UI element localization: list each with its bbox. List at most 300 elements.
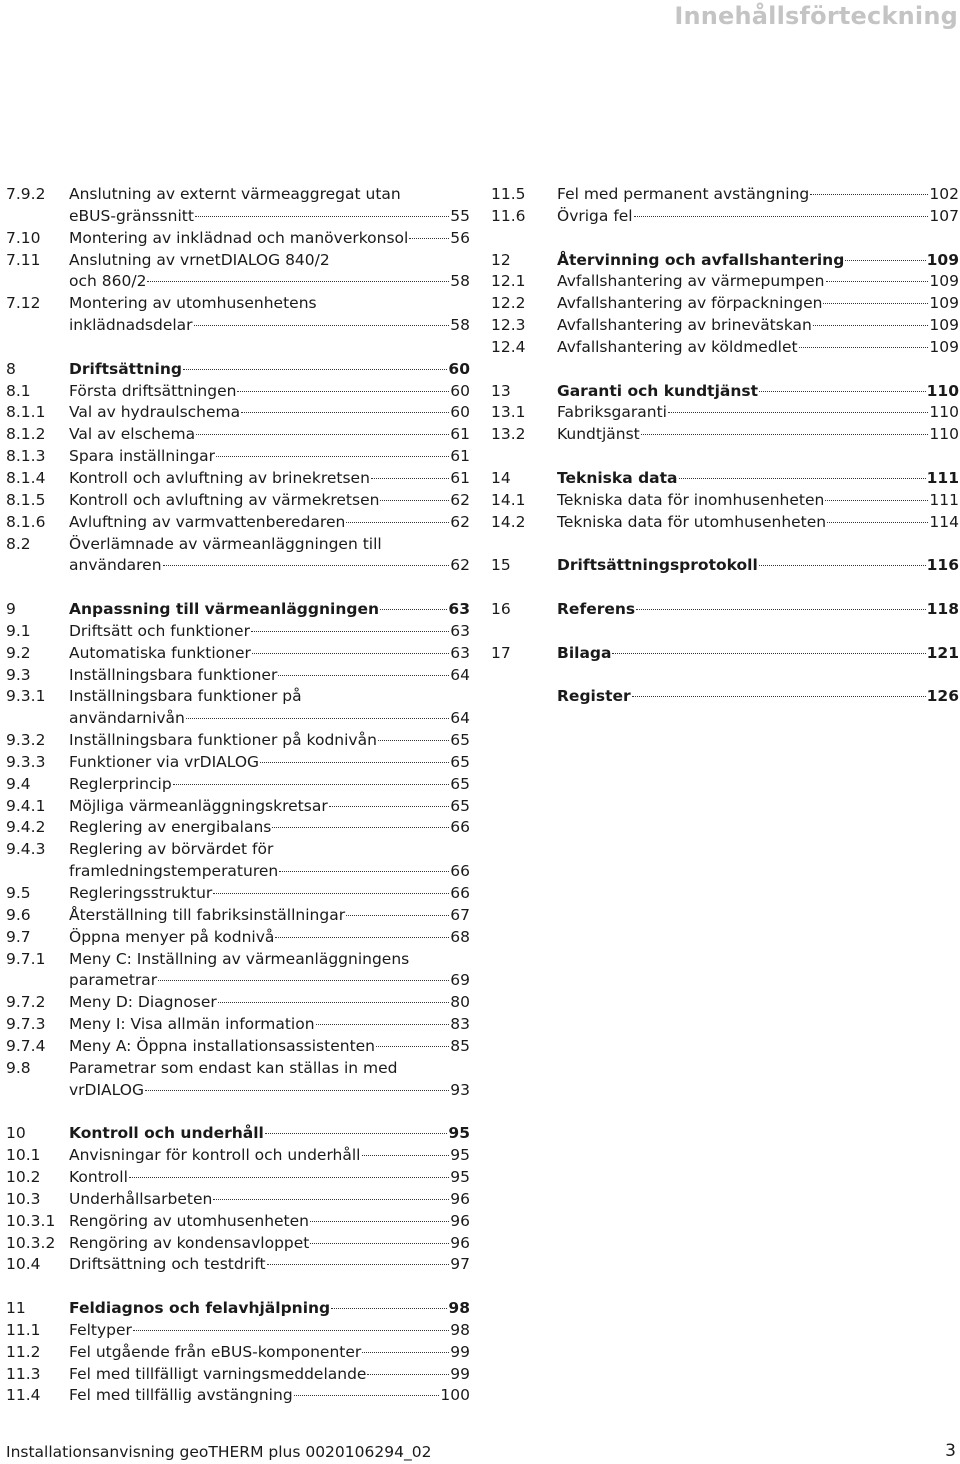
toc-entry-title — [69, 905, 470, 927]
toc-entry[interactable] — [6, 1058, 470, 1102]
toc-entry-title — [557, 206, 959, 228]
dot-leader — [186, 718, 449, 719]
toc-entry[interactable] — [491, 490, 959, 512]
toc-entry-number: 11.1 — [6, 1320, 41, 1339]
toc-entry-page-number: 80 — [450, 993, 470, 1012]
toc-entry-page-number: 111 — [929, 490, 959, 509]
dot-leader — [310, 1221, 449, 1222]
toc-section-heading[interactable] — [6, 1298, 470, 1320]
toc-entry-page-number: 60 — [450, 403, 470, 422]
dot-leader — [668, 412, 928, 413]
dot-leader — [147, 281, 449, 282]
section-spacer — [6, 337, 470, 359]
toc-entry-leader-line — [69, 1254, 470, 1276]
dot-leader — [279, 871, 449, 872]
dot-leader — [823, 303, 928, 304]
toc-entry[interactable] — [6, 468, 470, 490]
toc-entry-title — [69, 686, 470, 730]
toc-entry-title-line: Anslutning av externt värmeaggregat utan — [69, 185, 401, 203]
toc-entry-label: Driftsättning — [69, 359, 182, 378]
toc-entry-label: Reglerprincip — [69, 774, 172, 793]
toc-entry[interactable] — [6, 402, 470, 424]
toc-entry-title — [69, 927, 470, 949]
toc-entry-title — [69, 621, 470, 643]
toc-entry-label: Meny A: Öppna installationsassistenten — [69, 1036, 376, 1055]
toc-entry[interactable] — [6, 927, 470, 949]
toc-entry-title — [69, 359, 470, 381]
toc-entry[interactable] — [6, 730, 470, 752]
toc-entry-title — [69, 512, 470, 534]
toc-entry-page-number: 114 — [929, 512, 959, 531]
toc-entry-number: 11 — [6, 1299, 26, 1318]
toc-entry-title — [69, 817, 470, 839]
toc-entry-title — [69, 402, 470, 424]
toc-entry-title — [69, 1342, 470, 1364]
toc-entry[interactable] — [6, 250, 470, 294]
toc-entry-label: Kontroll och underhåll — [69, 1124, 264, 1143]
toc-entry[interactable] — [491, 206, 959, 228]
toc-entry[interactable] — [6, 446, 470, 468]
toc-entry-leader-line — [557, 402, 959, 424]
toc-entry[interactable] — [6, 534, 470, 578]
toc-entry[interactable] — [6, 643, 470, 665]
toc-entry-label: Anvisningar för kontroll och underhåll — [69, 1146, 361, 1165]
toc-entry-title — [69, 1189, 470, 1211]
toc-entry-leader-line — [69, 599, 470, 621]
dot-leader — [371, 478, 449, 479]
toc-entry-label: Register — [557, 687, 631, 706]
toc-section-heading[interactable] — [491, 381, 959, 403]
toc-entry-page-number: 109 — [929, 294, 959, 313]
dot-leader — [759, 565, 926, 566]
dot-leader — [362, 1155, 450, 1156]
toc-entry-label: Regleringsstruktur — [69, 884, 213, 902]
toc-entry-title — [557, 555, 959, 577]
toc-entry-label: Reglering av energibalans — [69, 818, 272, 837]
toc-entry-page-number: 66 — [450, 818, 470, 837]
section-spacer — [491, 577, 959, 599]
toc-entry-title — [69, 250, 470, 294]
toc-entry-number: 7.9.2 — [6, 185, 46, 203]
toc-entry-page-number: 111 — [926, 468, 959, 487]
toc-entry[interactable] — [6, 752, 470, 774]
toc-entry-leader-line — [69, 927, 470, 949]
toc-entry[interactable] — [6, 665, 470, 687]
toc-entry[interactable] — [6, 293, 470, 337]
toc-entry-label: Feltyper — [69, 1320, 132, 1339]
toc-entry-leader-line — [69, 1167, 470, 1189]
toc-entry-leader-line — [69, 1320, 470, 1342]
toc-section-heading[interactable] — [491, 643, 959, 665]
toc-entry[interactable] — [491, 512, 959, 534]
toc-entry-number: 9.7.1 — [6, 949, 46, 968]
dot-leader — [251, 631, 449, 632]
toc-entry-label: Avluftning av varmvattenberedaren — [69, 512, 346, 531]
toc-entry[interactable] — [491, 315, 959, 337]
dot-leader — [272, 827, 449, 828]
toc-entry[interactable] — [6, 1189, 470, 1211]
toc-entry[interactable] — [6, 621, 470, 643]
dot-leader — [409, 238, 449, 239]
dot-leader — [331, 1308, 447, 1309]
toc-entry-title — [69, 1145, 470, 1167]
toc-entry-number: 8.1.3 — [6, 447, 46, 466]
toc-entry-page-number: 116 — [926, 556, 959, 575]
toc-entry-label: Driftsättningsprotokoll — [557, 556, 758, 575]
toc-entry-label: Spara inställningar — [69, 447, 216, 466]
toc-entry-label: Kontroll och avluftning av brinekretsen — [69, 468, 370, 487]
toc-entry[interactable] — [491, 184, 959, 206]
toc-entry[interactable] — [6, 905, 470, 927]
toc-entry-number: 8.1.2 — [6, 425, 46, 444]
toc-entry-label: Fabriksgaranti — [557, 403, 667, 422]
dot-leader — [367, 1374, 449, 1375]
section-spacer — [491, 359, 959, 381]
toc-entry-number: 13.1 — [491, 403, 526, 422]
toc-section-heading[interactable] — [491, 599, 959, 621]
toc-section-heading[interactable] — [6, 599, 470, 621]
toc-entry-number: 8.1.4 — [6, 468, 46, 487]
section-spacer — [6, 1276, 470, 1298]
toc-entry-title — [69, 1320, 470, 1342]
section-spacer — [491, 534, 959, 556]
toc-entry-number: 12.3 — [491, 316, 526, 335]
toc-entry-title-line: Parametrar som endast kan ställas in med — [69, 1058, 398, 1077]
toc-entry-leader-line — [69, 817, 470, 839]
toc-entry-label: användaren — [69, 556, 162, 575]
toc-entry-page-number: 65 — [450, 752, 470, 771]
toc-entry-page-number: 95 — [448, 1124, 470, 1143]
toc-entry-title-line: Överlämnade av värmeanläggningen till — [69, 534, 382, 553]
section-spacer — [491, 621, 959, 643]
toc-section-heading[interactable] — [6, 1123, 470, 1145]
toc-entry[interactable] — [6, 1320, 470, 1342]
toc-entry[interactable] — [6, 1167, 470, 1189]
toc-entry-label: Fel med tillfälligt varningsmeddelande — [69, 1364, 367, 1383]
toc-entry-title — [557, 250, 959, 272]
toc-entry-number: 13.2 — [491, 425, 526, 444]
toc-entry[interactable] — [6, 381, 470, 403]
toc-entry[interactable] — [6, 1145, 470, 1167]
dot-leader — [376, 1046, 449, 1047]
toc-entry-label: inklädnadsdelar — [69, 316, 193, 335]
toc-entry-page-number: 110 — [929, 425, 959, 444]
toc-entry-label: Kontroll och avluftning av värmekretsen — [69, 490, 380, 509]
toc-entry-page-number: 63 — [450, 643, 470, 662]
toc-entry-number: 9.6 — [6, 905, 31, 924]
toc-entry-label: Anpassning till värmeanläggningen — [69, 600, 380, 619]
toc-entry-label: Tekniska data för utomhusenheten — [557, 512, 827, 531]
toc-entry-page-number: 118 — [926, 600, 959, 619]
toc-entry-title — [69, 1123, 470, 1145]
toc-entry-leader-line — [557, 250, 959, 272]
toc-entry[interactable] — [6, 1233, 470, 1255]
toc-entry-page-number: 102 — [929, 185, 959, 203]
dot-leader — [827, 522, 928, 523]
toc-entry-leader-line — [557, 468, 959, 490]
toc-entry-number: 9.3.2 — [6, 731, 46, 750]
toc-entry-label: Fel med tillfällig avstängning — [69, 1386, 293, 1405]
toc-entry-number: 10 — [6, 1124, 26, 1143]
toc-entry-page-number: 60 — [448, 359, 470, 378]
toc-entry-label: Kundtjänst — [557, 425, 640, 444]
toc-entry-number: 11.4 — [6, 1386, 41, 1405]
toc-entry-number: 11.5 — [491, 185, 526, 203]
dot-leader — [641, 434, 929, 435]
toc-entry-leader-line — [69, 621, 470, 643]
toc-entry-title — [557, 490, 959, 512]
toc-entry-number: 10.4 — [6, 1255, 41, 1274]
toc-entry[interactable] — [491, 293, 959, 315]
page-header-title: Innehållsförteckning — [674, 2, 958, 30]
dot-leader — [380, 500, 449, 501]
toc-entry[interactable] — [491, 424, 959, 446]
toc-entry-leader-line — [557, 555, 959, 577]
toc-entry-number: 13 — [491, 381, 511, 400]
toc-entry-number: 12.1 — [491, 272, 526, 291]
toc-entry-title — [69, 1298, 470, 1320]
toc-entry-page-number: 61 — [450, 447, 470, 466]
toc-entry[interactable] — [6, 1364, 470, 1386]
toc-entry[interactable] — [6, 1211, 470, 1233]
toc-entry-number: 14.1 — [491, 490, 526, 509]
toc-entry-label: Övriga fel — [557, 206, 633, 225]
toc-entry-label: Meny D: Diagnoser — [69, 993, 217, 1012]
toc-entry-label: Återställning till fabriksinställningar — [69, 905, 346, 924]
dot-leader — [310, 1243, 449, 1244]
toc-entry-label: Garanti och kundtjänst — [557, 381, 759, 400]
toc-entry-label: Rengöring av kondensavloppet — [69, 1233, 310, 1252]
toc-entry-leader-line — [69, 1385, 470, 1407]
toc-entry-leader-line — [69, 490, 470, 512]
dot-leader — [329, 806, 450, 807]
dot-leader — [163, 565, 450, 566]
dot-leader — [378, 740, 449, 741]
toc-entry-leader-line — [69, 555, 470, 577]
toc-entry-page-number: 93 — [450, 1080, 470, 1099]
toc-entry[interactable] — [6, 817, 470, 839]
toc-entry-leader-line — [69, 1298, 470, 1320]
toc-entry-leader-line — [557, 315, 959, 337]
toc-section-heading[interactable] — [491, 686, 959, 708]
toc-entry-page-number: 64 — [450, 665, 470, 684]
toc-entry-page-number: 66 — [450, 884, 470, 902]
toc-entry-page-number: 109 — [926, 250, 959, 269]
toc-entry-title — [69, 381, 470, 403]
toc-entry-page-number: 65 — [450, 731, 470, 750]
toc-entry-leader-line — [69, 643, 470, 665]
dot-leader — [679, 478, 926, 479]
toc-entry-title — [557, 184, 959, 206]
dot-leader — [294, 1395, 440, 1396]
dot-leader — [194, 325, 450, 326]
toc-entry-leader-line — [69, 665, 470, 687]
toc-entry-label: Avfallshantering av värmepumpen — [557, 272, 825, 291]
dot-leader — [133, 1330, 449, 1331]
toc-entry-title — [69, 1167, 470, 1189]
dot-leader — [346, 915, 449, 916]
toc-entry-number: 9.3 — [6, 665, 31, 684]
toc-entry[interactable] — [6, 796, 470, 818]
toc-entry-label: vrDIALOG — [69, 1080, 144, 1099]
toc-entry-page-number: 98 — [450, 1320, 470, 1339]
toc-section-heading[interactable] — [491, 555, 959, 577]
toc-entry-leader-line — [69, 468, 470, 490]
toc-entry[interactable] — [6, 1036, 470, 1058]
toc-entry-number: 9.3.3 — [6, 752, 46, 771]
dot-leader — [213, 1199, 449, 1200]
toc-entry-number: 16 — [491, 600, 511, 619]
toc-entry-page-number: 96 — [450, 1189, 470, 1208]
toc-entry-title — [69, 883, 470, 905]
toc-entry-page-number: 109 — [929, 337, 959, 356]
dot-leader — [216, 456, 449, 457]
toc-entry-number: 9.3.1 — [6, 687, 46, 706]
toc-entry-title — [69, 1364, 470, 1386]
toc-entry[interactable] — [6, 992, 470, 1014]
toc-entry-label: Återvinning och avfallshantering — [557, 250, 845, 269]
toc-entry-page-number: 62 — [450, 490, 470, 509]
toc-entry-leader-line — [69, 381, 470, 403]
toc-entry[interactable] — [6, 1342, 470, 1364]
toc-entry-page-number: 121 — [926, 643, 959, 662]
dot-leader — [267, 1264, 450, 1265]
dot-leader — [195, 216, 449, 217]
toc-entry[interactable] — [6, 490, 470, 512]
toc-entry-label: Första driftsättningen — [69, 381, 237, 400]
toc-entry-label: Avfallshantering av köldmedlet — [557, 337, 798, 356]
toc-entry-page-number: 110 — [926, 381, 959, 400]
toc-entry-number: 9.1 — [6, 621, 31, 640]
toc-entry-leader-line — [69, 861, 470, 883]
toc-entry-page-number: 98 — [448, 1299, 470, 1318]
toc-entry[interactable] — [6, 228, 470, 250]
toc-entry-leader-line — [69, 730, 470, 752]
dot-leader — [612, 653, 925, 654]
toc-entry-label: Avfallshantering av brinevätskan — [557, 316, 812, 335]
toc-entry-label: Inställningsbara funktioner — [69, 665, 278, 684]
toc-entry-label: eBUS-gränssnitt — [69, 206, 194, 225]
toc-entry[interactable] — [491, 337, 959, 359]
toc-entry-title-line: Anslutning av vrnetDIALOG 840/2 — [69, 250, 330, 269]
toc-entry-label: Funktioner via vrDIALOG — [69, 752, 260, 771]
toc-entry-page-number: 66 — [450, 862, 470, 881]
dot-leader — [362, 1352, 449, 1353]
toc-entry-title — [557, 271, 959, 293]
toc-entry-number: 14.2 — [491, 512, 526, 531]
toc-entry-number: 8.1.5 — [6, 490, 46, 509]
toc-entry-label: Inställningsbara funktioner på kodnivån — [69, 731, 377, 750]
toc-entry[interactable] — [6, 949, 470, 993]
toc-entry-label: Montering av inklädnad och manöverkonsol — [69, 228, 409, 247]
toc-entry-number: 8.1.6 — [6, 512, 46, 531]
toc-entry[interactable] — [491, 271, 959, 293]
toc-entry-number: 9.7.3 — [6, 1015, 46, 1034]
toc-entry-title — [69, 1233, 470, 1255]
toc-entry-page-number: 126 — [926, 687, 959, 706]
toc-entry-leader-line — [69, 1189, 470, 1211]
toc-entry-leader-line — [69, 1342, 470, 1364]
toc-entry-label: och 860/2 — [69, 272, 147, 291]
toc-entry[interactable] — [6, 1254, 470, 1276]
dot-leader — [173, 784, 450, 785]
toc-entry-title — [69, 293, 470, 337]
dot-leader — [275, 937, 449, 938]
toc-entry-page-number: 61 — [450, 468, 470, 487]
toc-entry-title — [69, 468, 470, 490]
dot-leader — [196, 434, 449, 435]
toc-section-heading[interactable] — [491, 468, 959, 490]
toc-entry-leader-line — [69, 512, 470, 534]
toc-entry[interactable] — [6, 512, 470, 534]
toc-entry-title — [69, 1014, 470, 1036]
toc-entry[interactable] — [6, 184, 470, 228]
toc-entry-leader-line — [69, 883, 470, 905]
toc-entry-title — [69, 490, 470, 512]
toc-entry-number: 14 — [491, 468, 511, 487]
toc-entry-number: 9.4.2 — [6, 818, 46, 837]
toc-entry-title — [69, 228, 470, 250]
dot-leader — [634, 216, 929, 217]
toc-entry-title — [69, 992, 470, 1014]
dot-leader — [759, 391, 926, 392]
toc-entry[interactable] — [6, 686, 470, 730]
toc-entry-title — [69, 1385, 470, 1407]
toc-entry-title — [557, 337, 959, 359]
toc-entry-leader-line — [557, 424, 959, 446]
toc-entry-title-line: Meny C: Inställning av värmeanläggningens — [69, 949, 410, 968]
toc-section-heading[interactable] — [491, 250, 959, 272]
toc-entry-label: Tekniska data för inomhusenheten — [557, 490, 825, 509]
toc-entry-label: Bilaga — [557, 643, 612, 662]
toc-entry-label: Referens — [557, 600, 636, 619]
toc-entry-leader-line — [69, 905, 470, 927]
dot-leader — [241, 412, 449, 413]
toc-entry-number: 8 — [6, 359, 16, 378]
toc-entry[interactable] — [6, 1385, 470, 1407]
toc-entry-page-number: 100 — [440, 1386, 470, 1405]
toc-entry-page-number: 95 — [450, 1146, 470, 1165]
dot-leader — [265, 1133, 448, 1134]
toc-entry-leader-line — [69, 752, 470, 774]
toc-entry-leader-line — [557, 381, 959, 403]
toc-entry-page-number: 62 — [450, 512, 470, 531]
toc-entry-page-number: 63 — [448, 600, 470, 619]
dot-leader — [826, 281, 929, 282]
toc-entry-label: Avfallshantering av förpackningen — [557, 294, 823, 313]
toc-entry[interactable] — [6, 774, 470, 796]
toc-entry-page-number: 62 — [450, 556, 470, 575]
toc-entry-leader-line — [69, 970, 470, 992]
toc-entry-title — [557, 643, 959, 665]
toc-entry-title-line: Inställningsbara funktioner på — [69, 687, 302, 706]
toc-entry[interactable] — [6, 1014, 470, 1036]
toc-entry[interactable] — [6, 424, 470, 446]
toc-entry[interactable] — [491, 402, 959, 424]
toc-entry-label: Tekniska data — [557, 468, 678, 487]
toc-entry-leader-line — [557, 293, 959, 315]
toc-entry-number: 11.3 — [6, 1364, 41, 1383]
toc-entry[interactable] — [6, 883, 470, 905]
toc-entry-leader-line — [557, 271, 959, 293]
toc-entry-leader-line — [557, 184, 959, 206]
toc-entry-number: 10.3.1 — [6, 1211, 56, 1230]
toc-section-heading[interactable] — [6, 359, 470, 381]
toc-entry-page-number: 109 — [929, 316, 959, 335]
toc-entry-number: 10.2 — [6, 1167, 41, 1186]
toc-entry[interactable] — [6, 839, 470, 883]
toc-entry-label: Val av hydraulschema — [69, 403, 241, 422]
